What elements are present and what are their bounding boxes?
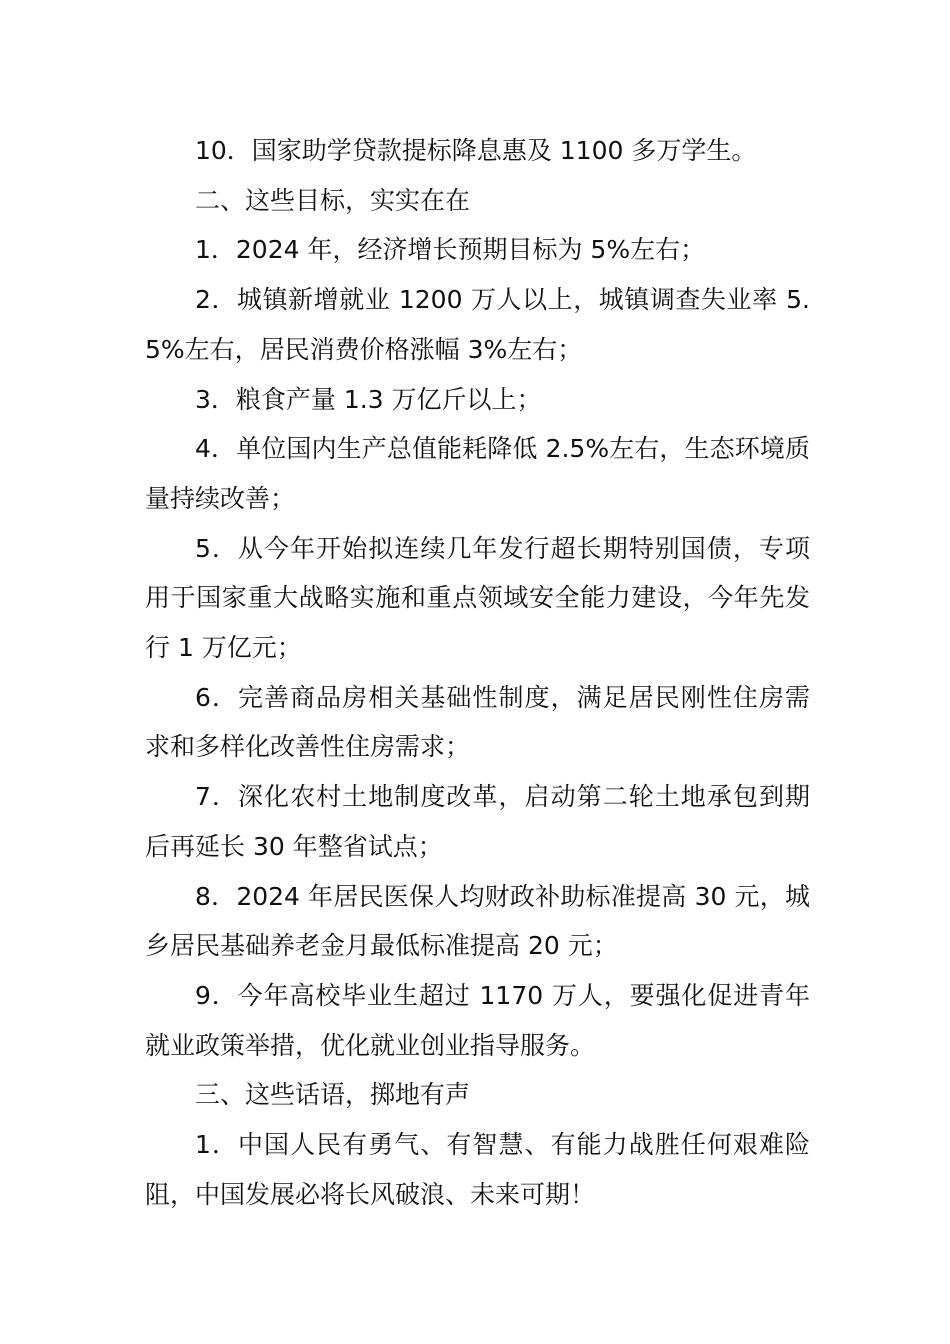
list-item-graduates: 9．今年高校毕业生超过 1170 万人，要强化促进青年就业政策举措，优化就业创业指导服务。 (145, 980, 810, 1060)
list-item-energy: 4．单位国内生产总值能耗降低 2.5%左右，生态环境质量持续改善； (145, 434, 810, 513)
list-item-growth-target: 1．2024 年，经济增长预期目标为 5%左右； (195, 235, 706, 265)
section-heading-statements: 三、这些话语，掷地有声 (195, 1080, 471, 1110)
list-item-employment: 2．城镇新增就业 1200 万人以上，城镇调查失业率 5.5%左右，居民消费价格涨幅 3%左右； (145, 285, 810, 364)
list-item-special-bonds: 5．从今年开始拟连续几年发行超长期特别国债，专项用于国家重大战略实施和重点领域安全能力建设，今年先发行 1 万亿元； (145, 533, 810, 663)
list-item-grain-output: 3．粮食产量 1.3 万亿斤以上； (195, 384, 542, 414)
section-heading-goals: 二、这些目标，实实在在 (195, 185, 471, 215)
list-item-housing: 6．完善商品房相关基础性制度，满足居民刚性住房需求和多样化改善性住房需求； (145, 682, 810, 762)
list-item-statement-1: 1．中国人民有勇气、有智慧、有能力战胜任何艰难险阻，中国发展必将长风破浪、未来可期！ (145, 1130, 810, 1209)
list-item-land-reform: 7．深化农村土地制度改革，启动第二轮土地承包到期后再延长 30 年整省试点； (145, 782, 810, 861)
list-item-student-loans: 10．国家助学贷款提标降息惠及 1100 多万学生。 (195, 136, 757, 165)
list-item-medical-insurance: 8．2024 年居民医保人均财政补助标准提高 30 元，城乡居民基础养老金月最低标准提高 20 元； (145, 881, 810, 961)
document-body (145, 126, 810, 1219)
